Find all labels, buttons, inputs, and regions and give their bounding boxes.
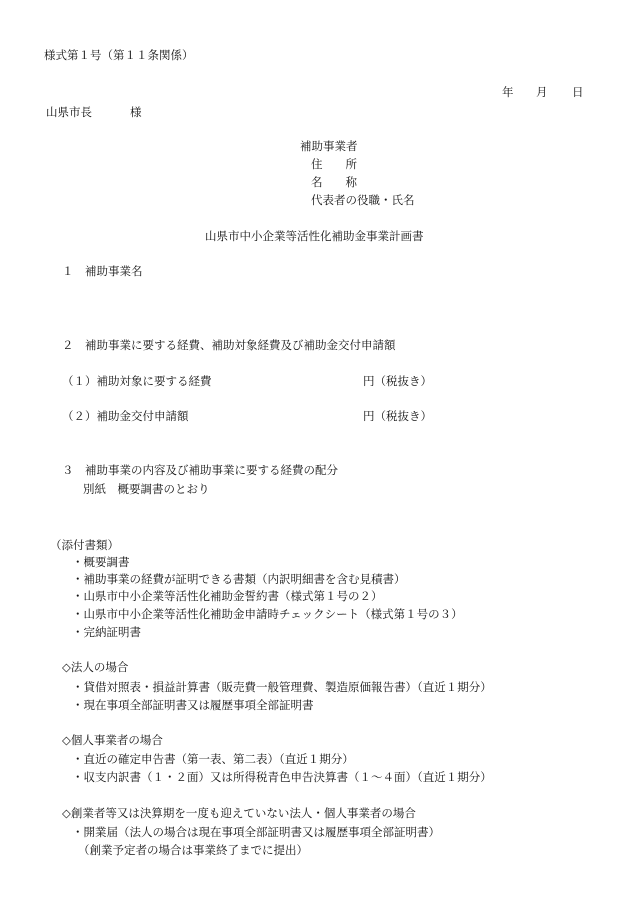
grant-amount-unit: 円（税抜き） (363, 409, 432, 423)
individual-heading: ◇個人事業者の場合 (62, 733, 163, 747)
eligible-cost-unit: 円（税抜き） (363, 374, 432, 388)
attachment-item: ・山県市中小企業等活性化補助金申請時チェックシート（様式第１号の３） (72, 607, 463, 621)
startup-item: ・開業届（法人の場合は現在事項全部証明書又は履歴事項全部証明書） (72, 825, 440, 839)
date-month: 月 (536, 85, 548, 99)
attachment-item: ・完納証明書 (72, 625, 141, 639)
corporation-heading: ◇法人の場合 (62, 660, 129, 674)
attachment-item: ・概要調書 (72, 555, 130, 569)
applicant-heading: 補助事業者 (300, 139, 358, 153)
grant-amount-label: （２）補助金交付申請額 (62, 409, 189, 423)
attachment-item: ・山県市中小企業等活性化補助金誓約書（様式第１号の２） (72, 589, 383, 603)
corporation-item: ・現在事項全部証明書又は履歴事項全部証明書 (72, 698, 314, 712)
section-1-heading: １ 補助事業名 (62, 264, 143, 278)
date-year: 年 (502, 85, 514, 99)
addressee-honorific: 様 (130, 105, 142, 119)
individual-item: ・収支内訳書（１・２面）又は所得税青色申告決算書（１～４面）（直近１期分） (72, 770, 492, 784)
document-title: 山県市中小企業等活性化補助金事業計画書 (205, 229, 424, 243)
date-day: 日 (572, 85, 584, 99)
section-2-heading: ２ 補助事業に要する経費、補助対象経費及び補助金交付申請額 (62, 338, 396, 352)
applicant-representative-label: 代表者の役職・氏名 (311, 193, 415, 207)
form-number: 様式第１号（第１１条関係） (44, 48, 194, 62)
eligible-cost-label: （１）補助対象に要する経費 (62, 374, 212, 388)
section-3-note: 別紙 概要調書のとおり (83, 482, 210, 496)
section-3-heading: ３ 補助事業の内容及び補助事業に要する経費の配分 (62, 463, 338, 477)
corporation-item: ・貸借対照表・損益計算書（販売費一般管理費、製造原価報告書）（直近１期分） (72, 680, 492, 694)
startup-heading: ◇創業者等又は決算期を一度も迎えていない法人・個人事業者の場合 (62, 806, 416, 820)
attachments-heading: （添付書類） (50, 538, 119, 552)
applicant-name-label: 名 称 (311, 175, 357, 189)
attachment-item: ・補助事業の経費が証明できる書類（内訳明細書を含む見積書） (72, 572, 406, 586)
applicant-address-label: 住 所 (311, 157, 357, 171)
startup-item: （創業予定者の場合は事業終了までに提出） (78, 843, 308, 857)
addressee-name: 山県市長 (46, 105, 92, 119)
individual-item: ・直近の確定申告書（第一表、第二表）（直近１期分） (72, 752, 354, 766)
